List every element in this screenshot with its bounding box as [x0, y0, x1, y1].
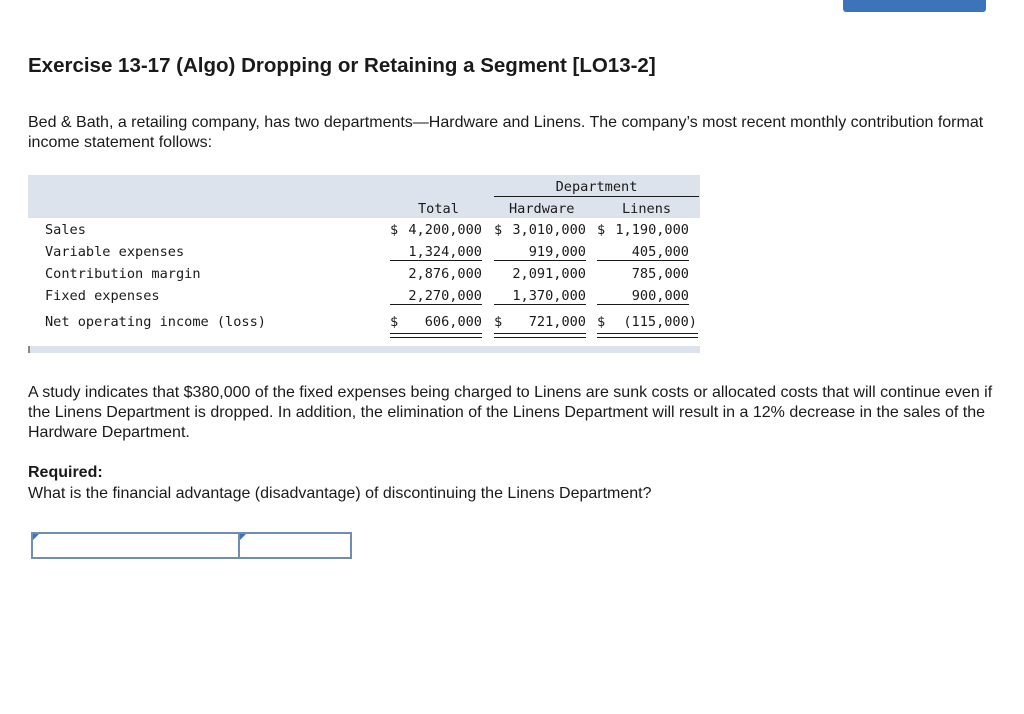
dropdown-indicator-icon: [240, 534, 246, 540]
row-label-variable-expenses: Variable expenses: [45, 244, 185, 260]
required-question: What is the financial advantage (disadvantage) of discontinuing the Linens Department?: [28, 485, 652, 502]
column-header-total: Total: [418, 201, 459, 217]
cell-variable-total: 1,324,000: [390, 244, 482, 261]
currency-symbol: $: [390, 222, 399, 238]
answer-amount-cell: [240, 534, 350, 557]
cell-contribution-total: 2,876,000: [408, 266, 482, 282]
row-label-contribution-margin: Contribution margin: [45, 266, 201, 282]
currency-symbol: $: [597, 314, 606, 330]
currency-symbol: $: [597, 222, 606, 238]
row-label-sales: Sales: [45, 222, 86, 238]
cell-fixed-total: 2,270,000: [390, 288, 482, 305]
cell-contribution-linens: 785,000: [631, 266, 689, 282]
answer-amount-input[interactable]: [240, 534, 350, 557]
double-underline: [494, 333, 586, 338]
cell-sales-total: 4,200,000: [408, 222, 482, 238]
answer-label-input[interactable]: [33, 534, 238, 557]
cell-variable-linens: 405,000: [597, 244, 689, 261]
intro-paragraph: Bed & Bath, a retailing company, has two departments—Hardware and Linens. The company’s most recent monthly contribution format income statement follows:: [28, 114, 984, 151]
cell-net-hardware: 721,000: [528, 314, 586, 330]
cell-net-linens: (115,000): [623, 314, 697, 330]
cell-fixed-linens: 900,000: [597, 288, 689, 305]
dropdown-indicator-icon: [33, 534, 39, 540]
row-label-fixed-expenses: Fixed expenses: [45, 288, 160, 304]
cell-net-total: 606,000: [424, 314, 482, 330]
cell-sales-hardware: 3,010,000: [512, 222, 586, 238]
currency-symbol: $: [390, 314, 399, 330]
currency-symbol: $: [494, 314, 503, 330]
required-label: Required:: [28, 464, 103, 481]
page-title: Exercise 13-17 (Algo) Dropping or Retaining a Segment [LO13-2]: [28, 54, 656, 77]
column-header-linens: Linens: [622, 201, 672, 217]
double-underline: [390, 333, 482, 338]
department-header: Department: [494, 179, 699, 197]
top-action-button[interactable]: [843, 0, 986, 12]
cell-contribution-hardware: 2,091,000: [512, 266, 586, 282]
currency-symbol: $: [494, 222, 503, 238]
answer-row: [31, 532, 352, 559]
cell-fixed-hardware: 1,370,000: [494, 288, 586, 305]
column-header-hardware: Hardware: [509, 201, 575, 217]
cell-sales-linens: 1,190,000: [615, 222, 689, 238]
cell-variable-hardware: 919,000: [494, 244, 586, 261]
double-underline: [597, 333, 698, 338]
income-statement-table: [28, 175, 700, 353]
row-label-net-operating-income: Net operating income (loss): [45, 314, 266, 330]
study-paragraph: A study indicates that $380,000 of the fixed expenses being charged to Linens are sunk costs or allocated costs that will continue even if the Linens Department is dropped. In addition, the elimination of the Linens Department will result in a 12% decrease in the sales of the Hardware Department.: [28, 384, 993, 441]
answer-label-cell: [33, 534, 240, 557]
table-footer-band: [28, 346, 700, 353]
